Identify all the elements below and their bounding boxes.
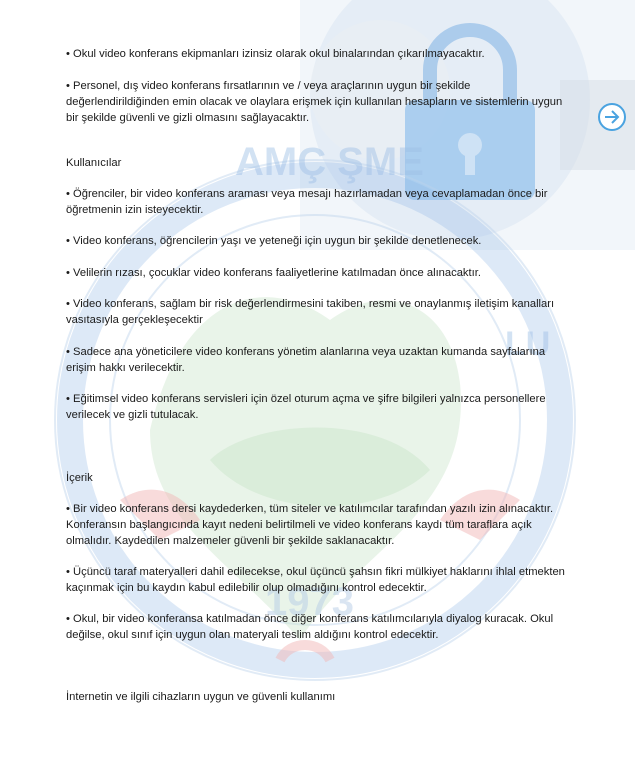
users-item: • Sadece ana yöneticilere video konferans yönetim alanlarına veya uzaktan kumanda sayfalarına erişim hakkı verilecektir. [66, 346, 546, 374]
paragraph-staff: • Personel, dış video konferans fırsatlarının ve / veya araçlarının uygun bir şekilde değerlendirildiğinden emin olacak ve olaylara erişmek için kullanılan hesapların ve sistemlerin uygun bir şekilde güvenli ve gizli olmasını sağlayacaktır. [66, 80, 563, 124]
users-item: • Video konferans, öğrencilerin yaşı ve yeteneği için uygun bir şekilde denetlenecek. [66, 235, 482, 247]
seal-top-text: AMÇ ŞME [235, 140, 424, 184]
seal-year: 1973 [265, 580, 354, 624]
users-item: • Öğrenciler, bir video konferans araması veya mesajı hazırlamadan veya cevaplamadan önce bir öğretmenin izin isteyecektir. [66, 188, 548, 216]
paragraph-equipment: • Okul video konferans ekipmanları izinsiz olarak okul binalarından çıkarılmayacaktır. [66, 48, 485, 60]
content-item: • Bir video konferans dersi kaydederken, tüm siteler ve katılımcılar tarafından yazılı izin alınacaktır. Konferansın başlangıcında kayıt nedeni belirtilmeli ve video konferans kaydı tüm taraflara açık olmalıdır. Kaydedilen malzemeler güvenli bir şekilde saklanacaktır. [66, 503, 554, 547]
seal-right-text: LU [505, 325, 551, 363]
section-heading-users: Kullanıcılar [66, 157, 122, 169]
content-item: • Üçüncü taraf materyalleri dahil edilecekse, okul üçüncü şahsın fikri mülkiyet haklarını ihlal etmekten kaçınmak için bu kaydın kabul edilebilir olup olmadığını kontrol edecektir. [66, 566, 565, 594]
users-item: • Eğitimsel video konferans servisleri için özel oturum açma ve şifre bilgileri yalnızca personellere verilecek ve gizli tutulacak. [66, 393, 546, 421]
users-item: • Velilerin rızası, çocuklar video konferans faaliyetlerine katılmadan önce alınacaktır. [66, 267, 481, 279]
section-heading-internet: İnternetin ve ilgili cihazların uygun ve güvenli kullanımı [66, 691, 336, 703]
section-heading-content: İçerik [66, 472, 93, 484]
arrow-circle-icon [599, 104, 625, 130]
users-item: • Video konferans, sağlam bir risk değerlendirmesini takiben, resmi ve onaylanmış iletişim kanalları vasıtasıyla gerçekleşecektir [66, 298, 555, 326]
content-item: • Okul, bir video konferansa katılmadan önce diğer konferans katılımcılarıyla diyalog kuracak. Okul değilse, okul sınıf için uygun olan materyali teslim aldığını kontrol edecektir. [66, 613, 554, 641]
